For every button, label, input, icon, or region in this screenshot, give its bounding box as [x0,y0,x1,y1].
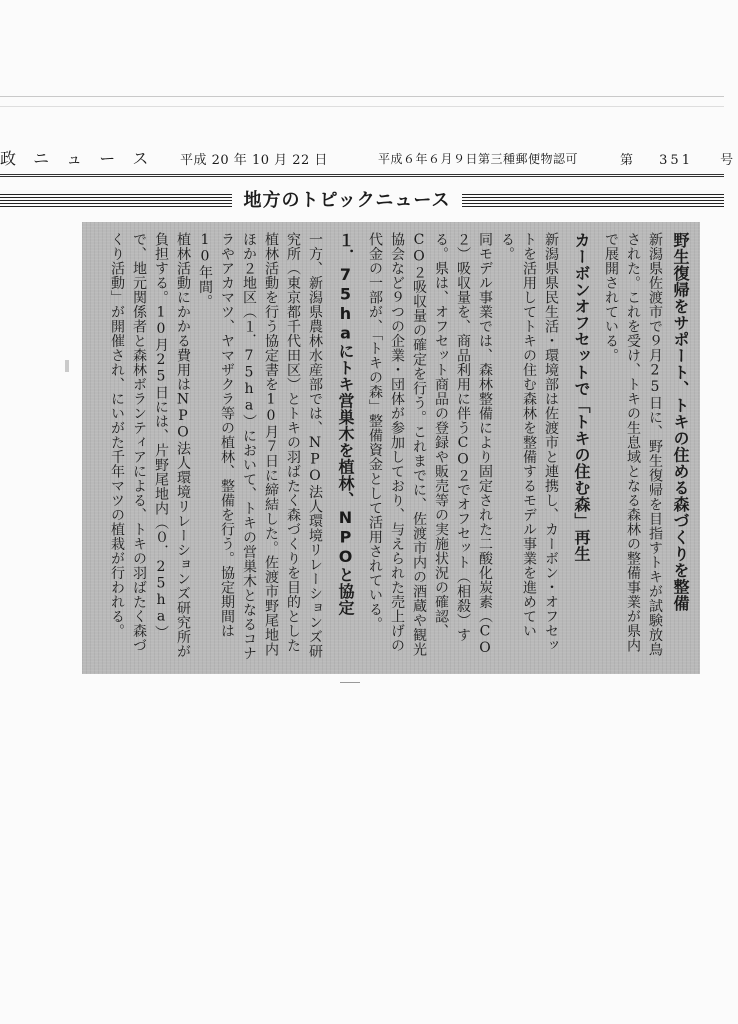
issue-date: 平成 20 年 10 月 22 日 [180,153,328,168]
header-rule [0,174,724,175]
article-paragraph: 同モデル事業では、森林整備により固定された二酸化炭素（CO２）吸収量を、商品利用に伴うCO２でオフセット（相殺）する。県は、オフセット商品の登録や販売等の実施状況の確認、CO２吸収量の確定を行う。これまでに、佐渡市内の酒蔵や観光協会など９つの企業・団体が参加しており、与えられた売上げの代金の一部が、「トキの森」整備資金として活用されている。 [367,232,493,657]
issue-number [620,149,738,168]
article-lead: 新潟県佐渡市で９月25日に、野生復帰を目指すトキが試験放鳥された。これを受け、トキの生息域となる森林の整備事業が県内で展開されている。 [603,232,663,657]
postal-permit: 平成６年６月９日第三種郵便物認可 [378,152,579,166]
scan-line [0,106,724,107]
publication-name: 政 ニ ュ ー ス [0,149,155,168]
page-header [0,141,738,175]
article-paragraph: 新潟県県民生活・環境部は佐渡市と連携し、カーボン・オフセットを活用してトキの住む森林を整備するモデル事業を進めている。 [499,232,559,653]
subheading-planting: １．75haにトキ営巣木を植林、NPOと協定 [336,232,355,616]
article-columns [88,232,694,666]
scan-line [0,96,724,97]
issue-value: 351 [659,153,693,168]
article-paragraph: 一方、新潟県農林水産部では、NPO法人環境リレーションズ研究所（東京都千代田区）とトキの羽ばたく森づくりを目的とした植林活動を行う協定書を10月７日に締結した。佐渡市野尾地内ほか２地区（１．75ha）において、トキの営巣木となるコナラやアカマツ、ヤマザクラ等の植林、整備を行う。協定期間は10年間。 [197,232,323,661]
issue-label: 第 [620,153,639,168]
issue-unit: 号 [720,153,738,168]
section-title: 地方のトピックニュース [232,188,462,214]
scan-mark [340,682,360,683]
header-rule-double [0,176,724,177]
section-bar-lines-right [462,194,724,207]
article-paragraph: 植林活動にかかる費用はNPO法人環境リレーションズ研究所が負担する。10月25日には、片野尾地内（０．25ha）で、地元関係者と森林ボランティアによる、トキの羽ばたく森づくり活動」が開催され、にいがた千年マツの植栽が行われる。 [109,232,191,659]
subheading-carbon-offset: カーボンオフセットで「トキの住む森」再生 [572,232,591,562]
scan-smudge [65,360,69,372]
article-box [82,222,700,674]
section-bar-lines-left [0,194,232,207]
article-headline: 野生復帰をサポート、トキの住める森づくりを整備 [671,232,690,612]
section-bar [0,188,724,214]
